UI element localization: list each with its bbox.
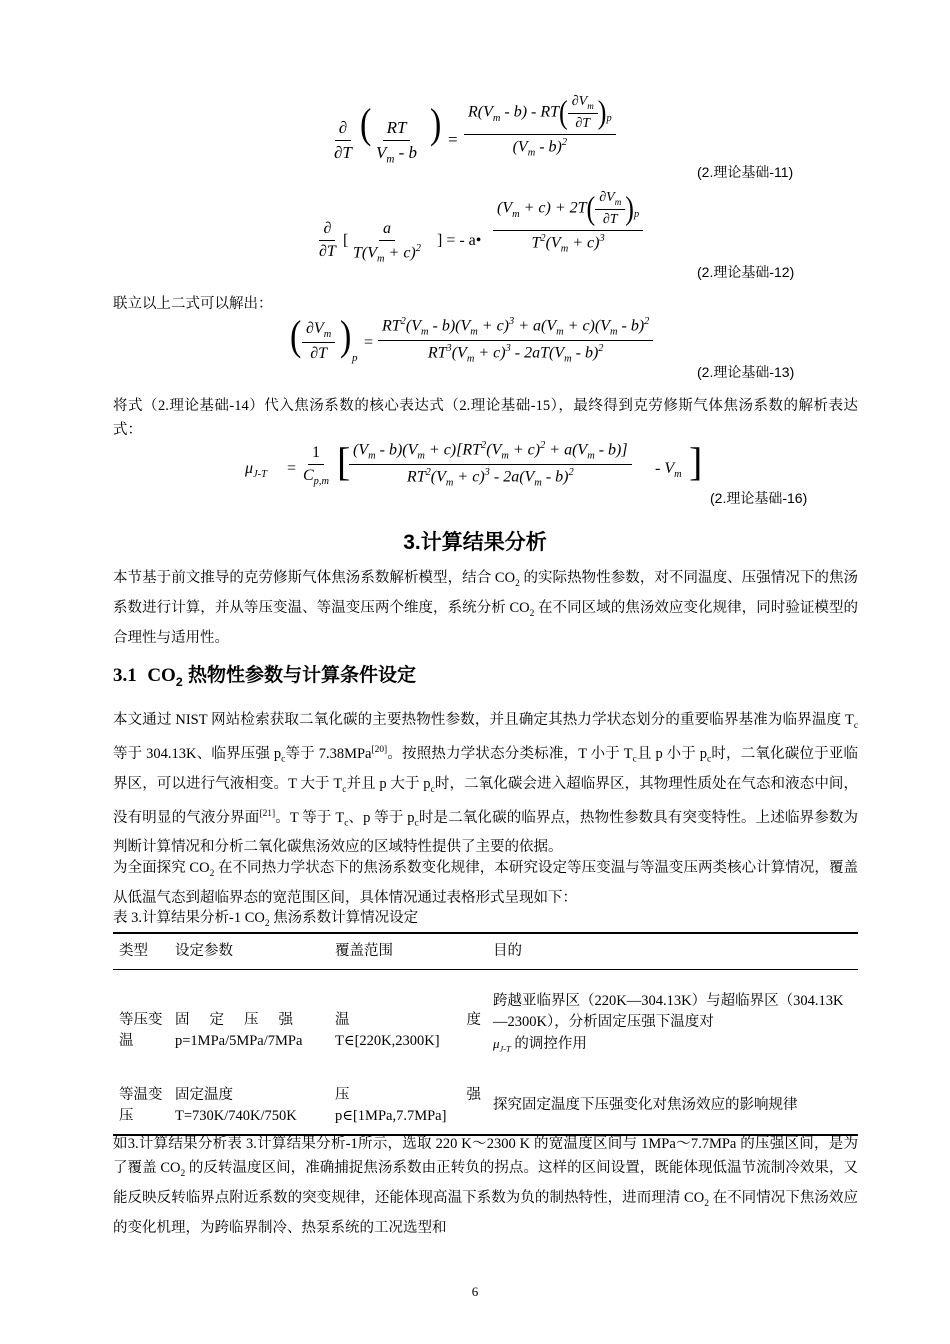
table-row	[113, 969, 858, 1077]
equation-11: ∂ ∂T ( $\frac{RT}{V_m - b}$ ) = $R(V_m - b) - RT$( $\frac{\partial V_m}{\partial T}$ )$_p$ $(V_m - b)^2$	[330, 92, 650, 174]
paragraph-explore: 为全面探究 $CO_2$ 在不同热力学状态下的焦汤系数变化规律，本研究设定等压变温与等温变压两类核心计算情况，覆盖从低温气态到超临界态的宽范围区间，具体情况通过表格形式呈现如下：	[113, 860, 858, 906]
table-header-cell: 覆盖范围	[335, 942, 393, 959]
section-heading: 3.计算结果分析	[403, 531, 547, 554]
equation-number: (2.理论基础-11)	[697, 164, 794, 180]
table-header-cell: 类型	[119, 942, 148, 959]
settings-table	[113, 932, 858, 1136]
equation-12: ∂ ∂T [ $\frac{a}{T(V_m + c)^2}$ ] = - a• $(V_m + c) + 2T$( $\frac{\partial V_m}{\partial T}$ )$_p$ $T^2(V_m + c)^3$	[315, 190, 675, 272]
equation-number: (2.理论基础-13)	[697, 364, 795, 380]
equation-number: (2.理论基础-12)	[697, 264, 795, 280]
equation-number: (2.理论基础-16)	[710, 490, 808, 506]
equation-13: ( $\frac{\partial V_m}{\partial T}$ ) p = $\frac{RT^2(V_m - b)(V_m + c)^3 + a(V_m + c)(V_m - b)^2}{RT^3(V_m + c)^3 - 2aT(V_m - b)^2}$	[290, 316, 690, 376]
table-header-cell: 目的	[493, 942, 522, 959]
table-row	[113, 1077, 858, 1135]
table-caption: 表 3.计算结果分析-1 $CO_2$ 焦汤系数计算情况设定	[113, 910, 419, 929]
paragraph-nist: 本文通过 NIST 网站检索获取二氧化碳的主要热物性参数，并且确定其热力学状态划分的重要临界基准为临界温度 $T_c$等于 304.13K、临界压强 $p_c$等于 7.38MPa[20]。按照热力学状态分类标准，T 小于 $T_c$且 p 小于 $p_c$时，二氧化碳位于亚临界区，可以进行气液相变。T 大于 $T_c$并且 p 大于 $p_c$时，二氧化碳会进入超临界区，其物理性质处在气态和液态中间，没有明显的气液分界面[21]。T 等于 $T_c$、p 等于 $p_c$时是二氧化碳的临界点，热物性参数具有突变特性。上述临界参数为判断计算情况和分析二氧化碳焦汤效应的区域特性提供了主要的依据。	[113, 712, 859, 856]
subsection-heading: 3.1 $CO_2$ 热物性参数与计算条件设定	[113, 665, 416, 689]
table-header-row	[113, 933, 858, 969]
table-cell-range: 压 强 p∈[1MPa,7.7MPa]	[335, 1086, 481, 1124]
paragraph-section-intro: 本节基于前文推导的克劳修斯气体焦汤系数解析模型，结合 $CO_2$ 的实际热物性参数，对不同温度、压强情况下的焦汤系数进行计算，并从等压变温、等温变压两个维度，系统分析 $CO_2$ 在不同区域的焦汤效应变化规律，同时验证模型的合理性与适用性。	[113, 570, 859, 646]
table-cell-param: 固定压强 p=1MPa/5MPa/7MPa	[175, 1012, 313, 1050]
table-cell-range: 温 度 T∈[220K,2300K]	[335, 1012, 481, 1050]
equation-16: $\mu_{J-T}$ = $\frac{1}{C_{p,m}}$ [ $\frac{(V_m - b)(V_m + c)[RT^2(V_m + c)^2 + a(V_m - b)]}{RT^2(V_m + c)^3 - 2a(V_m - b)^2}$ - $V_m$ ]	[245, 439, 703, 489]
table-cell-type: 等温变压	[119, 1086, 163, 1124]
paragraph-solve-intro: 联立以上二式可以解出：	[113, 296, 273, 312]
paragraph-substitute: 将式（2.理论基础-14）代入焦汤系数的核心表达式（2.理论基础-15），最终得到克劳修斯气体焦汤系数的解析表达式：	[113, 398, 858, 438]
paragraph-after-table: 如3.计算结果分析表 3.计算结果分析-1所示，选取 220 K～2300 K 的宽温度区间与 1MPa～7.7MPa 的压强区间，是为了覆盖 $CO_2$ 的反转温度区间，准确捕捉焦汤系数由正转负的拐点。这样的区间设置，既能体现低温节流制冷效果，又能反映反转临界点附近系数的突变规律，还能体现高温下系数为负的制热特性，进而理清 $CO_2$ 在不同情况下焦汤效应的变化机理，为跨临界制冷、热泵系统的工况选型和	[113, 1136, 859, 1236]
table-header-cell: 设定参数	[175, 942, 233, 959]
page-number: 6	[471, 1284, 479, 1299]
table-cell-type: 等压变温	[119, 1012, 163, 1050]
table-cell-purpose: 探究固定温度下压强变化对焦汤效应的影响规律	[493, 1097, 798, 1113]
table-cell-purpose: 跨越亚临界区（220K—304.13K）与超临界区（304.13K—2300K），分析固定压强下温度对 $\mu_{J-T}$ 的调控作用	[493, 992, 844, 1054]
table-cell-param: 固定温度 T=730K/740K/750K	[175, 1086, 297, 1124]
